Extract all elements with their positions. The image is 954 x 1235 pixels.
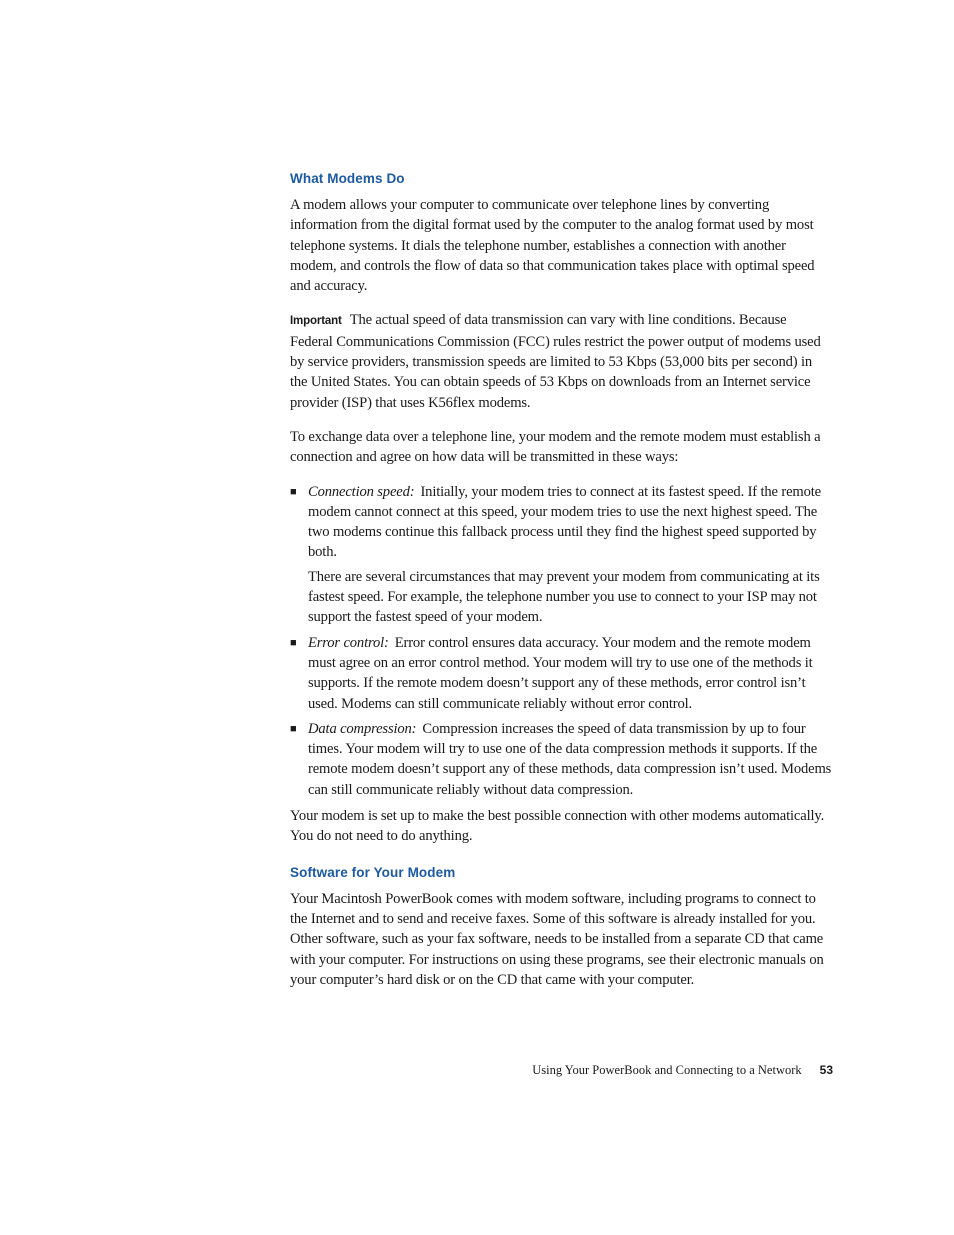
list-item-body: Initially, your modem tries to connect at its fastest speed. If the remote modem cannot connect at this speed, your modem tries to use the next highest speed. The two modems continue this fallback process until they find the highest speed supported by both. — [308, 483, 821, 561]
negotiation-list — [290, 482, 832, 800]
bullet-icon: ■ — [290, 636, 297, 649]
bullet-icon: ■ — [290, 722, 297, 735]
list-item-term: Data compression: — [308, 720, 417, 737]
list-item — [290, 633, 832, 714]
list-item — [290, 719, 832, 800]
closing-paragraph: Your modem is set up to make the best possible connection with other modems automatically. You do not need to do anything. — [290, 808, 825, 845]
important-text: The actual speed of data transmission can vary with line conditions. Because Federal Communications Commission (FCC) rules restrict the power output of modems used by service providers, transmission speeds are limited to 53 Kbps (53,000 bits per second) in the United States. You can obtain speeds of 53 Kbps on downloads from an Internet service provider (ISP) that uses K56flex modems. — [290, 312, 821, 411]
list-item-term: Connection speed: — [308, 483, 415, 500]
section-heading-what-modems-do: What Modems Do — [290, 171, 405, 186]
page-content — [290, 171, 832, 1004]
exchange-paragraph: To exchange data over a telephone line, your modem and the remote modem must establish a connection and agree on how data will be transmitted in these ways: — [290, 428, 821, 466]
list-item-body: Error control ensures data accuracy. Your modem and the remote modem must agree on an error control method. Your modem will try to use one of the methods it supports. If the remote modem doesn’t support any of these methods, error control isn’t used. Modems can still communicate reliably without error control. — [308, 634, 813, 712]
list-item — [290, 482, 832, 628]
important-label: Important — [290, 315, 342, 328]
list-item-term: Error control: — [308, 634, 389, 651]
page-footer — [532, 1063, 833, 1078]
software-paragraph: Your Macintosh PowerBook comes with modem software, including programs to connect to the Internet and to send and receive faxes. Some of this software is already installed for you. Other software, such as your fax software, needs to be installed from a separate CD that came with your computer. For instructions on using these programs, see their electronic manuals on your computer’s hard disk or on the CD that came with your computer. — [290, 890, 824, 988]
running-title: Using Your PowerBook and Connecting to a Network — [532, 1063, 802, 1077]
list-item-text — [308, 719, 832, 800]
list-item-body: Compression increases the speed of data transmission by up to four times. Your modem will try to use one of the data compression methods it supports. If the remote modem doesn’t support any of these methods, data compression isn’t used. Modems can still communicate reliably without data compression. — [308, 720, 832, 798]
important-note — [290, 310, 832, 412]
list-item-text — [308, 482, 832, 563]
modems-intro-paragraph: A modem allows your computer to communicate over telephone lines by converting information from the digital format used by the computer to the analog format used by most telephone systems. It dials the telephone number, establishes a connection with another modem, and controls the flow of data so that communication takes place with optimal speed and accuracy. — [290, 197, 815, 295]
section-heading-software: Software for Your Modem — [290, 864, 456, 880]
list-item-extra: There are several circumstances that may prevent your modem from communicating at its fastest speed. For example, the telephone number you use to connect to your ISP may not support the fastest speed of your modem. — [308, 568, 820, 626]
bullet-icon: ■ — [290, 485, 297, 498]
page-number: 53 — [819, 1063, 833, 1077]
list-item-text — [308, 633, 832, 714]
